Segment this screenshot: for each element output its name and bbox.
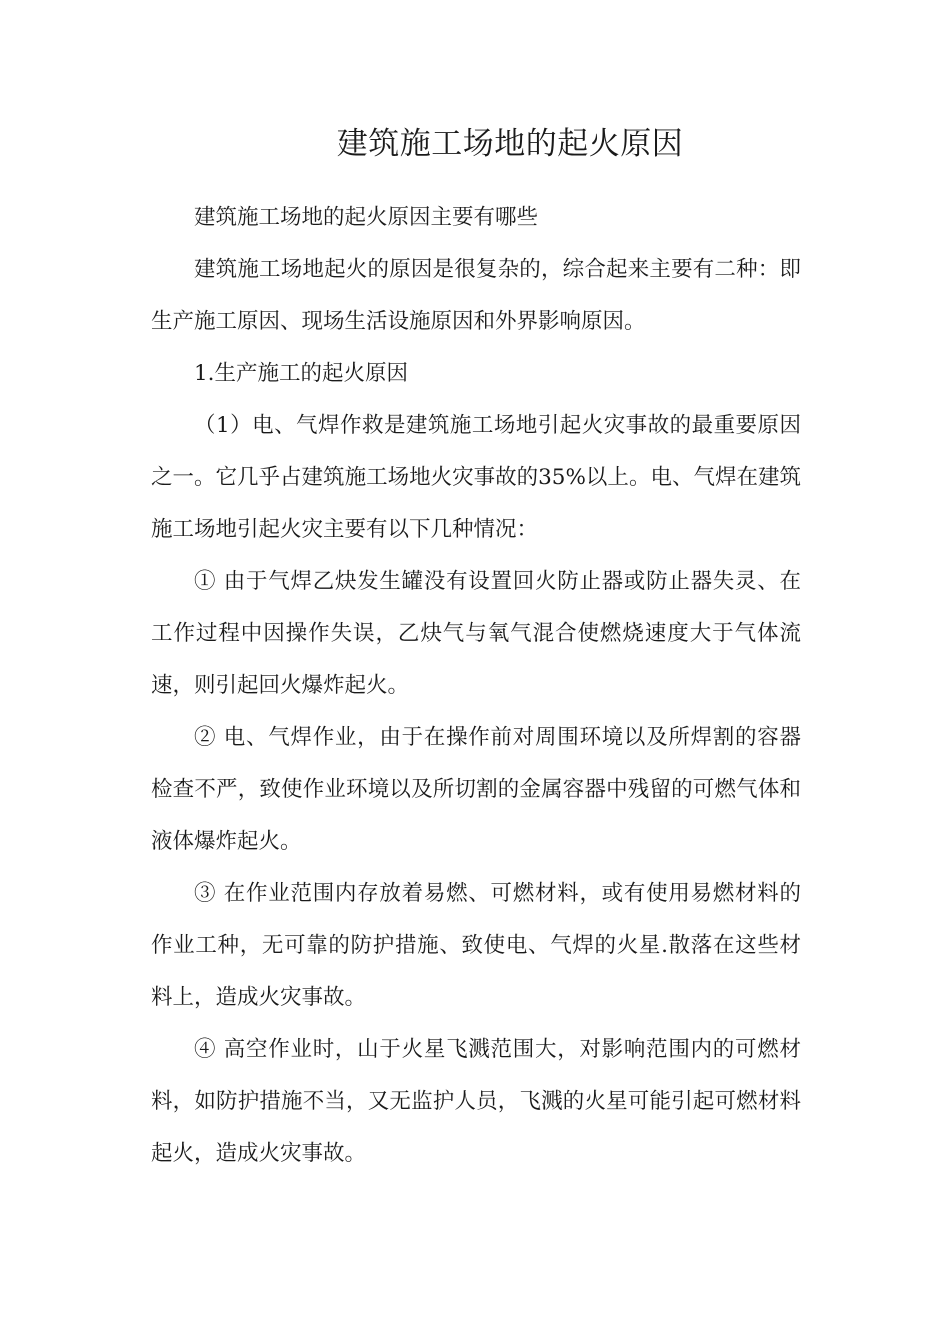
list-item-3: ③ 在作业范围内存放着易燃、可燃材料，或有使用易燃材料的作业工种，无可靠的防护措施、致使电、气焊的火星.散落在这些材料上，造成火灾事故。 [151,881,801,1010]
paragraph-causes-overview: 建筑施工场地起火的原因是很复杂的，综合起来主要有二种：即生产施工原因、现场生活设施原因和外界影响原因。 [151,257,801,334]
list-item-4: ④ 高空作业时，山于火星飞溅范围大，对影响范围内的可燃材料，如防护措施不当，又无监护人员，飞溅的火星可能引起可燃材料起火，造成火灾事故。 [151,1037,801,1166]
section-heading-production: 1.生产施工的起火原因 [194,361,409,386]
document-body [151,192,801,1180]
list-item-1: ① 由于气焊乙炔发生罐没有设置回火防止器或防止器失灵、在工作过程中因操作失误，乙炔气与氧气混合使燃烧速度大于气体流速，则引起回火爆炸起火。 [151,569,801,698]
list-item-2: ② 电、气焊作业，由于在操作前对周围环境以及所焊割的容器检查不严，致使作业环境以及所切割的金属容器中残留的可燃气体和液体爆炸起火。 [151,725,801,854]
document-title: 建筑施工场地的起火原因 [336,126,684,162]
paragraph-intro-question: 建筑施工场地的起火原因主要有哪些 [194,205,539,230]
paragraph-welding-cause: （1）电、气焊作救是建筑施工场地引起火灾事故的最重要原因之一。它几乎占建筑施工场地火灾事故的35%以上。电、气焊在建筑施工场地引起火灾主要有以下几种情况： [151,413,801,542]
